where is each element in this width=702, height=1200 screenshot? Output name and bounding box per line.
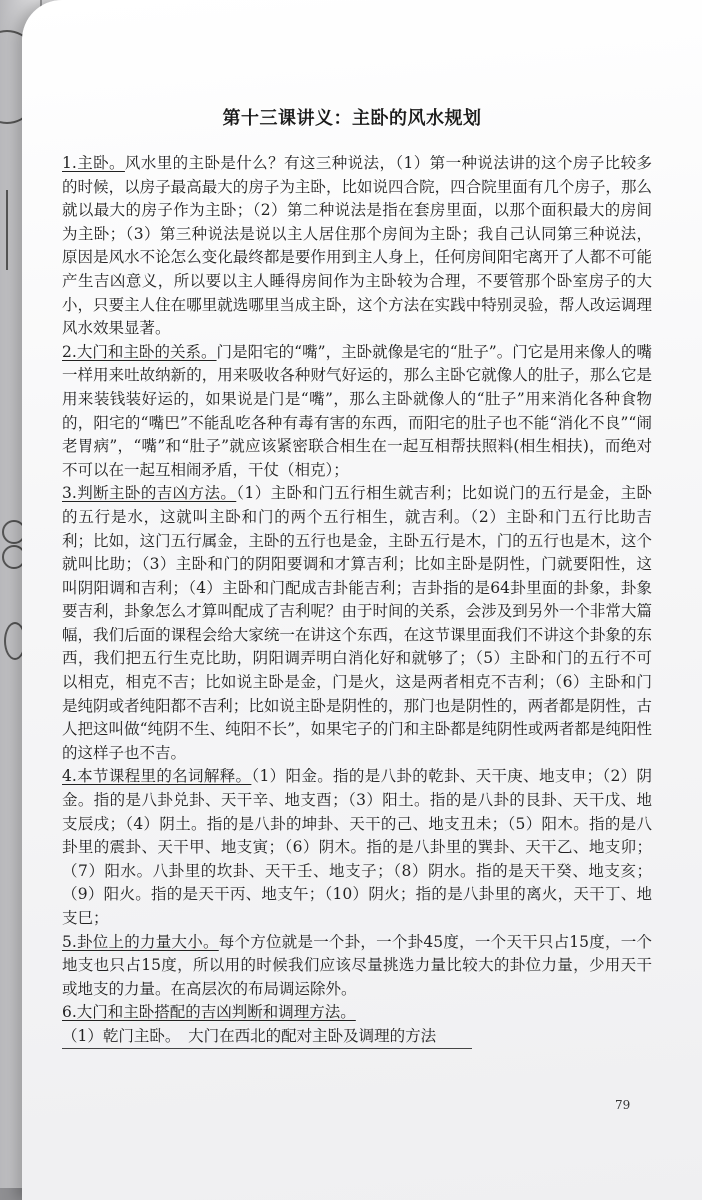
section-door-bedroom-pairing	[62, 1001, 652, 1025]
book-page	[22, 0, 702, 1200]
illustration-fragment-line	[6, 190, 8, 270]
section-text: （1）阳金。指的是八卦的乾卦、天干庚、地支申；（2）阴金。指的是八卦兑卦、天干辛、地支酉；（3）阳土。指的是八卦的艮卦、天干戊、地支辰戌；（4）阴土。指的是八卦的坤卦、天干的己、地支丑未；（5）阳木。指的是八卦里的震卦、天干甲、地支寅；（6）阴木。指的是八卦里的巽卦、天干乙、地支卯；（7）阳水。八卦里的坎卦、天干壬、地支子；（8）阴水。指的是天干癸、地支亥；（9）阳火。指的是天干丙、地支午；（10）阴火；指的是八卦里的离火，天干丁、地支巳；	[62, 767, 652, 927]
section-text: 门是阳宅的“嘴”，主卧就像是宅的“肚子”。门它是用来像人的嘴一样用来吐故纳新的，用来吸收各种财气好运的，那么主卧它就像人的肚子，那么它是用来装钱装好运的，如果说是门是“嘴”，那么主卧就像人的“肚子”用来消化各种食物的，阳宅的“嘴巴”不能乱吃各种有毒有害的东西，而阳宅的肚子也不能“消化不良”“闹老胃病”，“嘴”和“肚子”就应该紧密联合相生在一起互相帮扶照料(相生相扶)，而绝对不可以在一起互相闹矛盾，干仗（相克）；	[62, 342, 652, 479]
section-heading: 2.大门和主卧的关系。	[62, 342, 217, 361]
lecture-body	[62, 152, 652, 1049]
subsection-heading: （1）乾门主卧。 大门在西北的配对主卧及调理的方法	[62, 1026, 437, 1045]
section-text: （1）主卧和门五行相生就吉利；比如说门的五行是金，主卧的五行是水，这就叫主卧和门的两个五行相生，就吉利。（2）主卧和门五行比助吉利；比如，这门五行属金，主卧的五行也是金，主卧五行是木，门的五行也是木，这个就叫比助；（3）主卧和门的阴阳要调和才算吉利；比如主卧是阴性，门就要阳性，这叫阴阳调和吉利；（4）主卧和门配成吉卦能吉利；吉卦指的是64卦里面的卦象，卦象要吉利，卦象怎么才算叫配成了吉利呢？由于时间的关系，会涉及到另外一个非常大篇幅，我们后面的课程会给大家统一在讲这个东西，在这节课里面我们不讲这个卦象的东西，我们把五行生克比助，阴阳调弄明白消化好和就够了；（5）主卧和门的五行不可以相克，相克不吉；比如说主卧是金，门是火，这是两者相克不吉利；（6）主卧和门是纯阴或者纯阳都不吉利；比如说主卧是阴性的，那门也是阴性的，两者都是阴性，古人把这叫做“纯阴不生、纯阳不长”，如果宅子的门和主卧都是纯阴性或两者都是纯阳性的这样子也不吉。	[62, 484, 652, 762]
page-title: 第十三课讲义：主卧的风水规划	[222, 108, 482, 129]
section-door-bedroom-relation	[62, 341, 652, 483]
section-heading: 3.判断主卧的吉凶方法。	[62, 484, 237, 503]
section-heading: 6.大门和主卧搭配的吉凶判断和调理方法。	[62, 1003, 356, 1022]
subsection-qian-door	[62, 1025, 652, 1049]
section-text: 每个方位就是一个卦，一个卦45度，一个天干只占15度，一个地支也只占15度，所以用的时候我们应该尽量挑选力量比较大的卦位力量，少用天干或地支的力量。在高层次的布局调运除外。	[62, 932, 653, 998]
section-master-bedroom	[62, 152, 652, 341]
section-heading: 5.卦位上的力量大小。	[62, 932, 219, 951]
section-trigram-strength	[62, 931, 652, 1002]
page-number: 79	[615, 1098, 631, 1112]
section-heading: 4.本节课程里的名词解释。	[62, 767, 252, 786]
section-glossary	[62, 765, 652, 930]
section-judgement-method	[62, 482, 652, 765]
section-text: 风水里的主卧是什么？有这三种说法，（1）第一种说法讲的这个房子比较多的时候，以房子最高最大的房子为主卧，比如说四合院，四合院里面有几个房子，那么就以最大的房子作为主卧；（2）第二种说法是指在套房里面，以那个面积最大的房间为主卧；（3）第三种说法是说以主人居住那个房间为主卧；我自己认同第三种说法，原因是风水不论怎么变化最终都是要作用到主人身上，任何房间阳宅离开了人都不可能产生吉凶意义，所以要以主人睡得房间作为主卧较为合理，不要管那个卧室房子的大小，只要主人住在哪里就选哪里当成主卧，这个方法在实践中特别灵验，帮人改运调理风水效果显著。	[62, 154, 652, 338]
section-heading: 1.主卧。	[62, 154, 125, 172]
